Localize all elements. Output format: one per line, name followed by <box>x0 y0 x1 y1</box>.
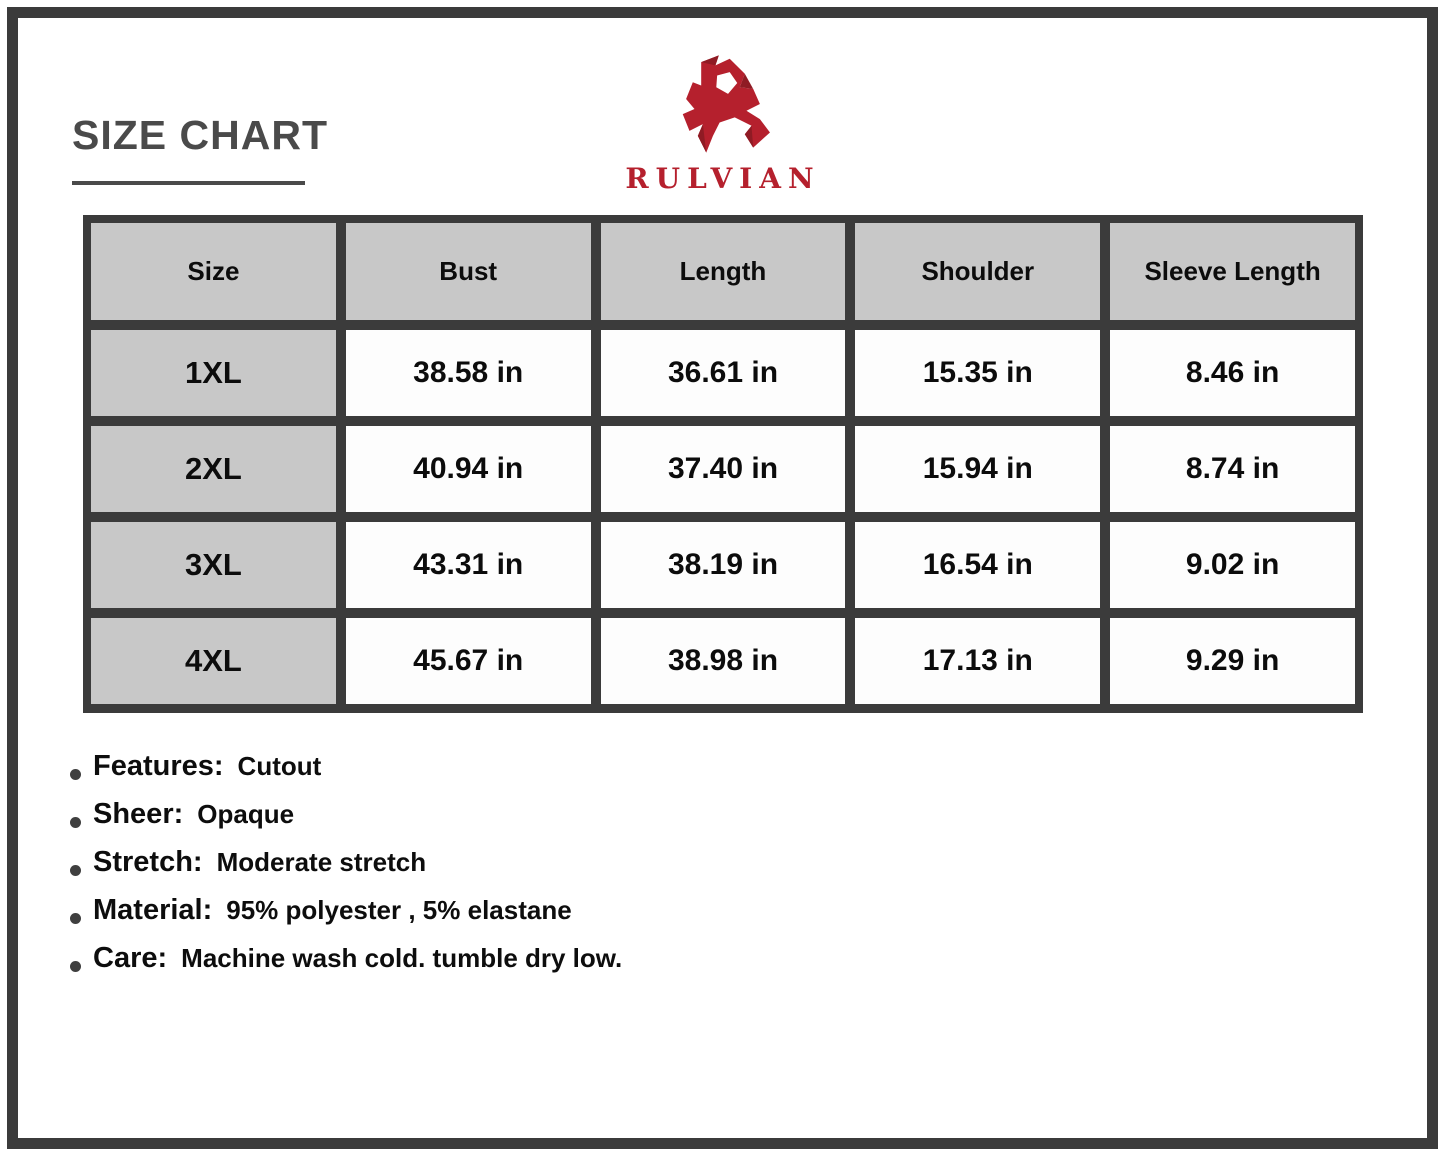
bullet-icon <box>70 817 81 828</box>
row-size-label: 3XL <box>91 522 336 608</box>
detail-label: Care: <box>93 942 168 974</box>
row-size-label: 2XL <box>91 426 336 512</box>
cell-shoulder: 15.94 in <box>855 426 1100 512</box>
title-underline <box>72 181 305 185</box>
cell-bust: 38.58 in <box>346 330 591 416</box>
brand-wordmark: RULVIAN <box>625 162 821 195</box>
cell-length: 38.98 in <box>601 618 846 704</box>
column-header-length: Length <box>601 223 846 320</box>
page-title: SIZE CHART <box>72 112 328 158</box>
brand-r-mark-icon <box>671 48 775 160</box>
detail-value: Opaque <box>197 799 295 829</box>
column-header-shoulder: Shoulder <box>855 223 1100 320</box>
detail-value: Moderate stretch <box>216 847 427 877</box>
detail-label: Sheer: <box>93 798 184 830</box>
detail-label: Features: <box>93 750 224 782</box>
cell-bust: 43.31 in <box>346 522 591 608</box>
bullet-icon <box>70 913 81 924</box>
cell-length: 37.40 in <box>601 426 846 512</box>
detail-value: 95% polyester , 5% elastane <box>226 895 572 925</box>
cell-sleeve-length: 8.74 in <box>1110 426 1355 512</box>
column-header-sleeve-length: Sleeve Length <box>1110 223 1355 320</box>
detail-label: Material: <box>93 894 213 926</box>
cell-shoulder: 16.54 in <box>855 522 1100 608</box>
cell-sleeve-length: 9.02 in <box>1110 522 1355 608</box>
detail-value: Machine wash cold. tumble dry low. <box>181 943 623 973</box>
cell-sleeve-length: 9.29 in <box>1110 618 1355 704</box>
detail-item-material <box>70 894 622 942</box>
cell-length: 36.61 in <box>601 330 846 416</box>
column-header-size: Size <box>91 223 336 320</box>
detail-label: Stretch: <box>93 846 203 878</box>
column-header-bust: Bust <box>346 223 591 320</box>
detail-item-care <box>70 942 622 990</box>
row-size-label: 4XL <box>91 618 336 704</box>
cell-bust: 45.67 in <box>346 618 591 704</box>
row-size-label: 1XL <box>91 330 336 416</box>
detail-value: Cutout <box>237 751 322 781</box>
bullet-icon <box>70 865 81 876</box>
detail-item-sheer <box>70 798 622 846</box>
cell-shoulder: 17.13 in <box>855 618 1100 704</box>
product-details-list <box>70 750 622 990</box>
size-table <box>83 215 1363 713</box>
cell-sleeve-length: 8.46 in <box>1110 330 1355 416</box>
detail-item-features <box>70 750 622 798</box>
cell-bust: 40.94 in <box>346 426 591 512</box>
cell-shoulder: 15.35 in <box>855 330 1100 416</box>
brand-logo <box>593 48 853 195</box>
detail-item-stretch <box>70 846 622 894</box>
cell-length: 38.19 in <box>601 522 846 608</box>
bullet-icon <box>70 769 81 780</box>
bullet-icon <box>70 961 81 972</box>
